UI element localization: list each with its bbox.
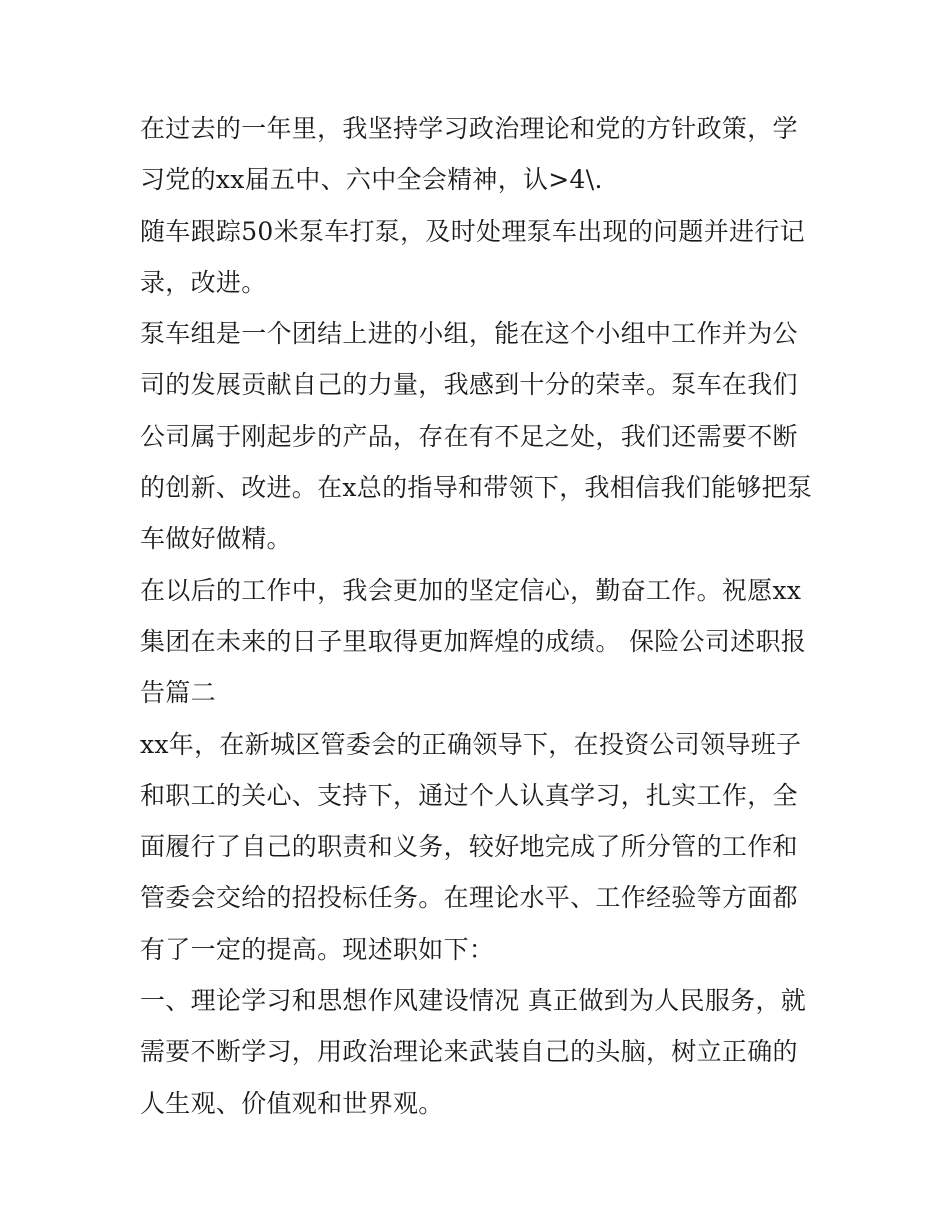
paragraph-pump-tracking: 随车跟踪50米泵车打泵，及时处理泵车出现的问题并进行记录，改进。 [140,216,805,297]
paragraph-pump-team: 泵车组是一个团结上进的小组，能在这个小组中工作并为公司的发展贡献自己的力量，我感到十分的荣幸。泵车在我们公司属于刚起步的产品，存在有不足之处，我们还需要不断的创新、改进。在x总的指导和带领下，我相信我们能够把泵车做好做精。 [140,319,813,554]
paragraph-study: 在过去的一年里，我坚持学习政治理论和党的方针政策，学习党的xx届五中、六中全会精神，认>4\. [140,114,798,195]
paragraph-future-work: 在以后的工作中，我会更加的坚定信心，勤奋工作。祝愿xx集团在未来的日子里取得更加辉煌的成绩。 保险公司述职报告篇二 [140,575,807,708]
document-body [140,103,815,1129]
paragraph-section-one: 一、理论学习和思想作风建设情况 真正做到为人民服务，就需要不断学习，用政治理论来武装自己的头脑，树立正确的人生观、价值观和世界观。 [140,986,807,1118]
paragraph-annual-report: xx年，在新城区管委会的正确领导下，在投资公司领导班子和职工的关心、支持下，通过个人认真学习，扎实工作，全面履行了自己的职责和义务，较好地完成了所分管的工作和管委会交给的招投标任务。在理论水平、工作经验等方面都有了一定的提高。现述职如下： [140,729,802,964]
